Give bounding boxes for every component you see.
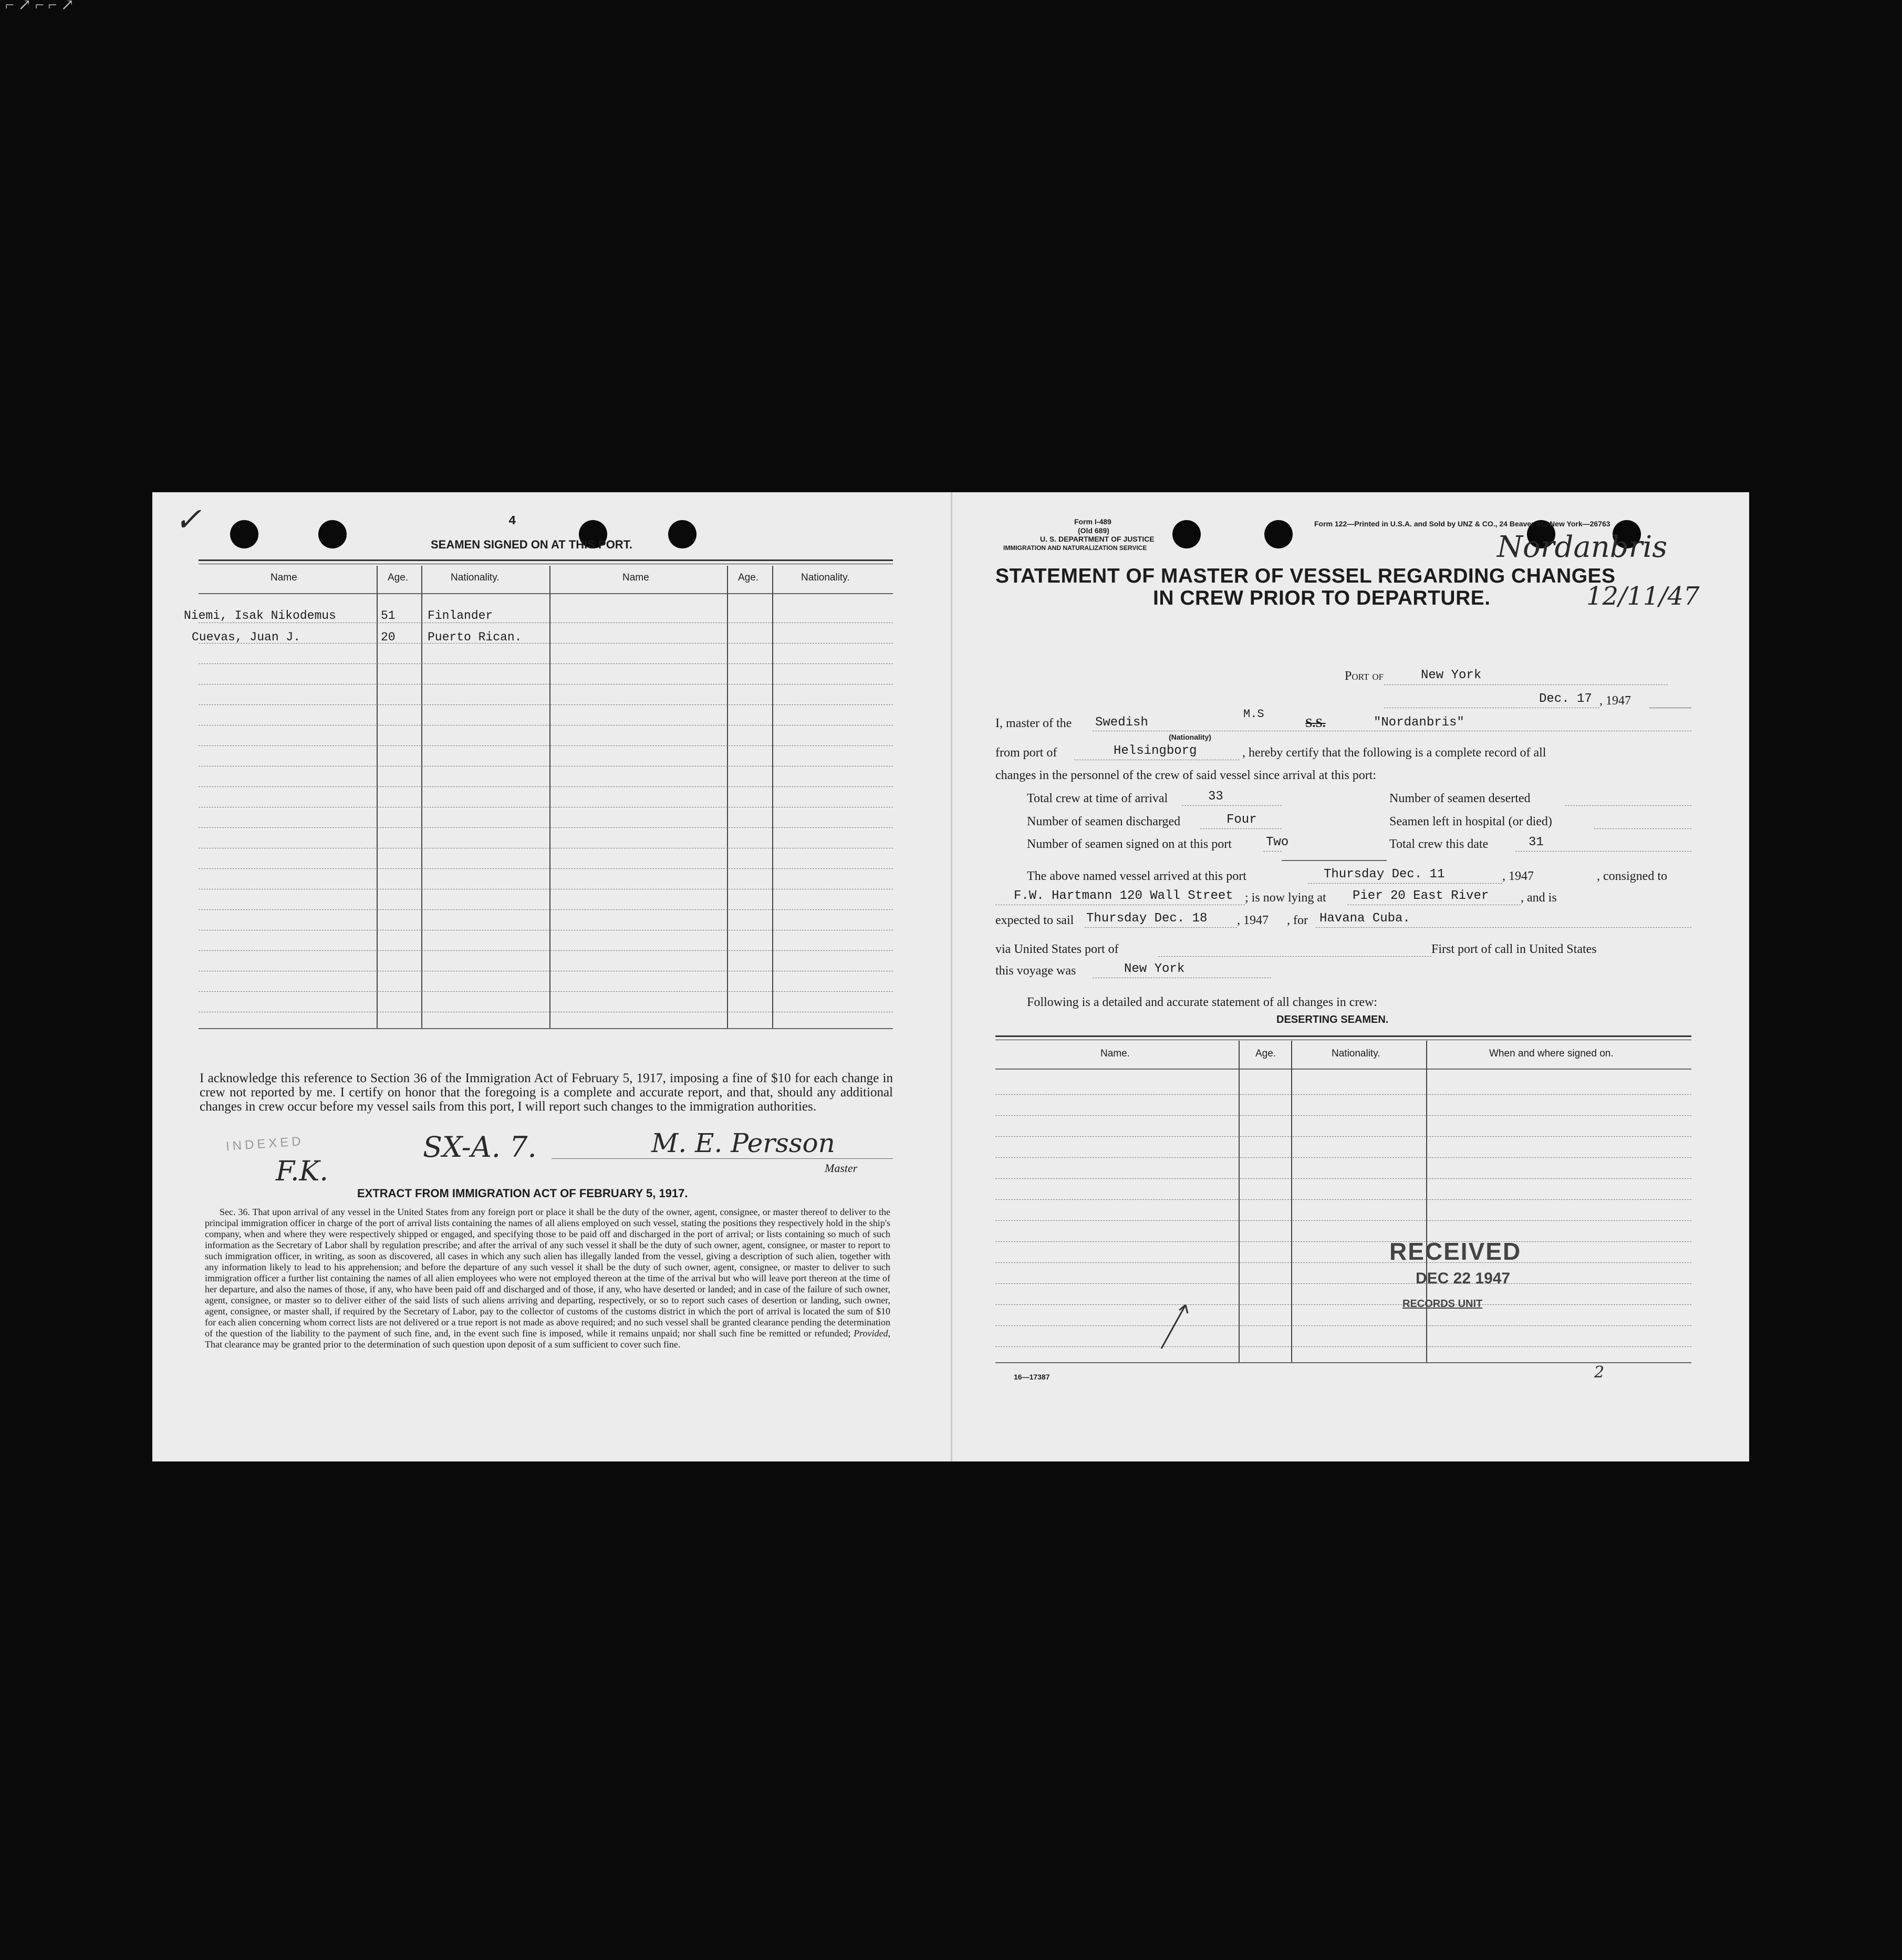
page-mark: 2 <box>1594 1363 1605 1382</box>
discharged-value: Four <box>1227 813 1257 827</box>
hospital-label: Seamen left in hospital (or died) <box>1389 815 1552 828</box>
punch-hole <box>318 520 347 548</box>
top-left-marks: ⌐ ↗ ⌐ ⌐ ↗ <box>5 0 75 14</box>
acknowledgement-text: I acknowledge this reference to Section 36 of the Immigration Act of February 5, 1917, imposing a fine of $10 for each change in crew not reported by me. I certify on honor that the foregoing is a complete and accurate report, and that, should any additional changes in crew occur before my vessel sails from this port, I will report such changes to the immigration authorities. <box>200 1071 893 1114</box>
nationality-caption: (Nationality) <box>1169 733 1211 741</box>
received-stamp: RECEIVED <box>1389 1238 1522 1265</box>
row-1-age: 51 <box>381 609 396 623</box>
first-port-text: First port of call in United States <box>1431 942 1597 956</box>
year-printed: , 1947 <box>1599 694 1631 708</box>
col-divider <box>421 566 422 1028</box>
deserting-row-line <box>995 1199 1691 1200</box>
following-text: Following is a detailed and accurate statement of all changes in crew: <box>1027 995 1378 1009</box>
discharged-label: Number of seamen discharged <box>1027 815 1181 828</box>
table-row-line <box>199 868 893 869</box>
records-unit-stamp: RECORDS UNIT <box>1402 1298 1483 1310</box>
col-divider <box>772 566 773 1028</box>
signed-on-value: Two <box>1266 835 1289 849</box>
and-is-text: , and is <box>1521 891 1557 905</box>
summary-underline <box>1282 860 1387 861</box>
signed-on-label: Number of seamen signed on at this port <box>1027 837 1232 851</box>
col-divider <box>549 566 550 1028</box>
arrived-text: The above named vessel arrived at this port <box>1027 869 1246 883</box>
signed-on-line <box>1263 851 1282 852</box>
table-row-line <box>199 704 893 705</box>
total-crew-arrival-line <box>1182 805 1282 806</box>
pen-stroke-mark <box>1158 1299 1195 1351</box>
deserting-title: DESERTING SEAMEN. <box>1276 1014 1389 1025</box>
total-crew-date-line <box>1515 851 1691 852</box>
punch-hole <box>1264 520 1293 548</box>
row-1-name: Niemi, Isak Nikodemus <box>184 609 336 623</box>
extract-title: EXTRACT FROM IMMIGRATION ACT OF FEBRUARY 5, 1917. <box>357 1187 688 1200</box>
deserting-row-line <box>995 1304 1691 1305</box>
deserting-row-line <box>995 1115 1691 1116</box>
handwritten-code: SX-A. 7. <box>423 1131 537 1164</box>
punch-hole <box>668 520 697 548</box>
indexed-stamp: INDEXED <box>225 1134 305 1154</box>
statement-title-1: STATEMENT OF MASTER OF VESSEL REGARDING CHANGES <box>995 565 1616 587</box>
row-1-nationality: Finlander <box>428 609 493 623</box>
extract-end: That clearance may be granted prior to the determination of such question upon deposit of a sum sufficient to cover such fine. <box>205 1339 681 1350</box>
via-line <box>1158 956 1431 957</box>
printer-line: Form 122—Printed in U.S.A. and Sold by UNZ & CO., 24 Beaver St., New York—26763 <box>1314 520 1610 528</box>
ss-label: S.S. <box>1305 717 1326 730</box>
nationality-value: Swedish <box>1095 715 1148 730</box>
table-row-line <box>199 663 893 664</box>
punch-hole <box>1172 520 1201 548</box>
deserting-col-name: Name. <box>1100 1048 1130 1059</box>
expected-text: expected to sail <box>995 914 1074 927</box>
destination-line <box>1316 927 1691 928</box>
certify-text: , hereby certify that the following is a complete record of all <box>1242 746 1546 760</box>
deserting-row-line <box>995 1157 1691 1158</box>
page-fold <box>951 492 952 1461</box>
col-header-age-2: Age. <box>738 572 759 583</box>
date-value: Dec. 17 <box>1539 692 1592 706</box>
page-number: 4 <box>508 514 516 528</box>
table-row-line <box>199 909 893 910</box>
table-row-line <box>199 827 893 828</box>
voyage-value: New York <box>1124 962 1185 976</box>
pier-value: Pier 20 East River <box>1353 889 1489 903</box>
header-rule <box>199 559 893 564</box>
master-label: Master <box>825 1162 858 1175</box>
voyage-text: this voyage was <box>995 964 1076 978</box>
year-sail: , 1947 <box>1237 914 1269 927</box>
consignee-value: F.W. Hartmann 120 Wall Street <box>1014 889 1233 903</box>
extract-body: That upon arrival of any vessel in the United States from any foreign port or place it shall be the duty of the owner, agent, consignee, or master thereof to deliver to the principal immigration officer in charge of the port of arrival lists containing the names of all aliens employed on such vessel, stating the positions they respectively hold in the ship's company, when and where they were respectively shipped or engaged, and specifying those to be paid off and discharged in the port of arrival; or lists containing so much of such information as the Secretary of Labor shall by regulation prescribe; and after the arrival of any such vessel it shall be the duty of such owner, agent, consignee, or master to report to such immigration officer, in writing, as soon as discovered, all cases in which any such alien has illegally landed from the vessel, giving a description of such alien, together with any information likely to lead to his apprehension; and before the departure of any such vessel it shall be the duty of such owner, agent, consignee, or master to deliver to such immigration officer a further list containing the names of all alien employees who were not employed thereon at the time of the arrival but who will leave port thereon at the time of her departure, and also the names of those, if any, who have been paid off and discharged and of those, if any, who have deserted or landed; and in case of the failure of such owner, agent, consignee, or master so to deliver either of the said lists of such aliens arriving and departing, respectively, or so to report such cases of desertion or landing, such owner, agent, consignee, or master shall, if required by the Secretary of Labor, pay to the collector of customs of the customs district in which the port of arrival is located the sum of $10 for each alien concerning whom correct lists are not delivered or a true report is not made as above required; and no such vessel shall be granted clearance pending the determination of the question of the liability to the payment of such fine, and, in the event such fine is imposed, while it remains unpaid; nor shall such fine be remitted or refunded; <box>205 1207 890 1339</box>
deserting-row-line <box>995 1241 1691 1242</box>
table-row-line <box>199 950 893 951</box>
handwritten-ship-name: Nordanbris <box>1497 530 1668 564</box>
table-row-line <box>199 786 893 787</box>
changes-text: changes in the personnel of the crew of said vessel since arrival at this port: <box>995 769 1377 782</box>
col-header-age-1: Age. <box>388 572 409 583</box>
deserting-row-line <box>995 1136 1691 1137</box>
master-signature: M. E. Persson <box>651 1128 835 1158</box>
deserting-row-line <box>995 1283 1691 1284</box>
document-sheet <box>152 492 1749 1461</box>
for-text: , for <box>1287 914 1308 927</box>
via-text: via United States port of <box>995 942 1119 956</box>
deserting-col-nationality: Nationality. <box>1332 1048 1380 1059</box>
signature-line <box>552 1158 893 1159</box>
punch-hole <box>230 520 258 548</box>
department: U. S. DEPARTMENT OF JUSTICE <box>1040 535 1155 543</box>
port-label: Port of <box>1345 669 1384 683</box>
row-2-nationality: Puerto Rican. <box>428 630 522 644</box>
total-crew-date-value: 31 <box>1529 835 1544 849</box>
extract-section: Sec. 36. <box>220 1207 250 1217</box>
deserting-row-line <box>995 1220 1691 1221</box>
from-port-label: from port of <box>995 746 1057 760</box>
row-2-name: Cuevas, Juan J. <box>192 630 301 644</box>
vessel-type: M.S <box>1243 708 1264 721</box>
col-header-nat-2: Nationality. <box>801 572 850 583</box>
col-header-nat-1: Nationality. <box>451 572 500 583</box>
deserting-col-when-where: When and where signed on. <box>1489 1048 1614 1059</box>
table-row-line <box>199 745 893 746</box>
header-bottom-rule <box>199 593 893 594</box>
port-value: New York <box>1421 668 1482 682</box>
master-of-label: I, master of the <box>995 717 1072 730</box>
col-header-name-2: Name <box>622 572 649 583</box>
table-bottom-rule <box>199 1028 893 1029</box>
hospital-line <box>1594 828 1691 829</box>
deserting-row-line <box>995 1262 1691 1263</box>
deserted-line <box>1565 805 1691 806</box>
row-2-age: 20 <box>381 630 396 644</box>
deserting-bottom-rule <box>995 1362 1691 1363</box>
vessel-name: "Nordanbris" <box>1374 715 1464 730</box>
statement-title-2: IN CREW PRIOR TO DEPARTURE. <box>1153 587 1491 609</box>
handwritten-date: 12/11/47 <box>1586 582 1700 611</box>
deserting-col-divider <box>1239 1041 1240 1362</box>
handwritten-initials: F.K. <box>276 1156 328 1187</box>
consigned-text: , consigned to <box>1597 869 1667 883</box>
extract-text <box>205 1207 890 1350</box>
year-arrived: , 1947 <box>1502 869 1534 883</box>
table-row-line <box>199 684 893 685</box>
total-crew-arrival-value: 33 <box>1208 790 1223 804</box>
form-number: Form I-489 <box>1074 517 1111 526</box>
check-mark: ✓ <box>174 500 202 538</box>
deserting-header-rule <box>995 1035 1691 1040</box>
left-title: SEAMEN SIGNED ON AT THIS PORT. <box>431 538 632 551</box>
total-crew-date-label: Total crew this date <box>1389 837 1489 851</box>
deserting-row-line <box>995 1346 1691 1347</box>
deserted-label: Number of seamen deserted <box>1389 792 1531 805</box>
discharged-line <box>1200 828 1282 829</box>
deserting-row-line <box>995 1094 1691 1095</box>
table-row-line <box>199 991 893 992</box>
arrived-line <box>1308 883 1502 884</box>
sail-line <box>1085 927 1237 928</box>
lying-text: ; is now lying at <box>1245 891 1326 905</box>
received-date-stamp: DEC 22 1947 <box>1416 1270 1511 1287</box>
deserting-col-divider <box>1291 1041 1292 1362</box>
footer-code: 16—17387 <box>1014 1373 1050 1381</box>
sail-value: Thursday Dec. 18 <box>1086 911 1208 926</box>
deserting-header-bottom <box>995 1069 1691 1070</box>
form-old: (Old 689) <box>1078 526 1109 535</box>
deserting-row-line <box>995 1178 1691 1179</box>
col-header-name-1: Name <box>271 572 297 583</box>
service: IMMIGRATION AND NATURALIZATION SERVICE <box>1003 544 1147 552</box>
deserting-col-divider <box>1426 1041 1427 1362</box>
col-divider <box>377 566 378 1028</box>
deserting-row-line <box>995 1325 1691 1326</box>
destination-value: Havana Cuba. <box>1319 911 1410 926</box>
table-row-line <box>199 643 893 644</box>
arrived-value: Thursday Dec. 11 <box>1324 867 1445 882</box>
extract-provided: Provided, <box>854 1328 890 1339</box>
from-port-value: Helsingborg <box>1114 744 1197 758</box>
col-divider <box>727 566 728 1028</box>
deserting-col-age: Age. <box>1255 1048 1276 1059</box>
total-crew-arrival-label: Total crew at time of arrival <box>1027 792 1168 805</box>
